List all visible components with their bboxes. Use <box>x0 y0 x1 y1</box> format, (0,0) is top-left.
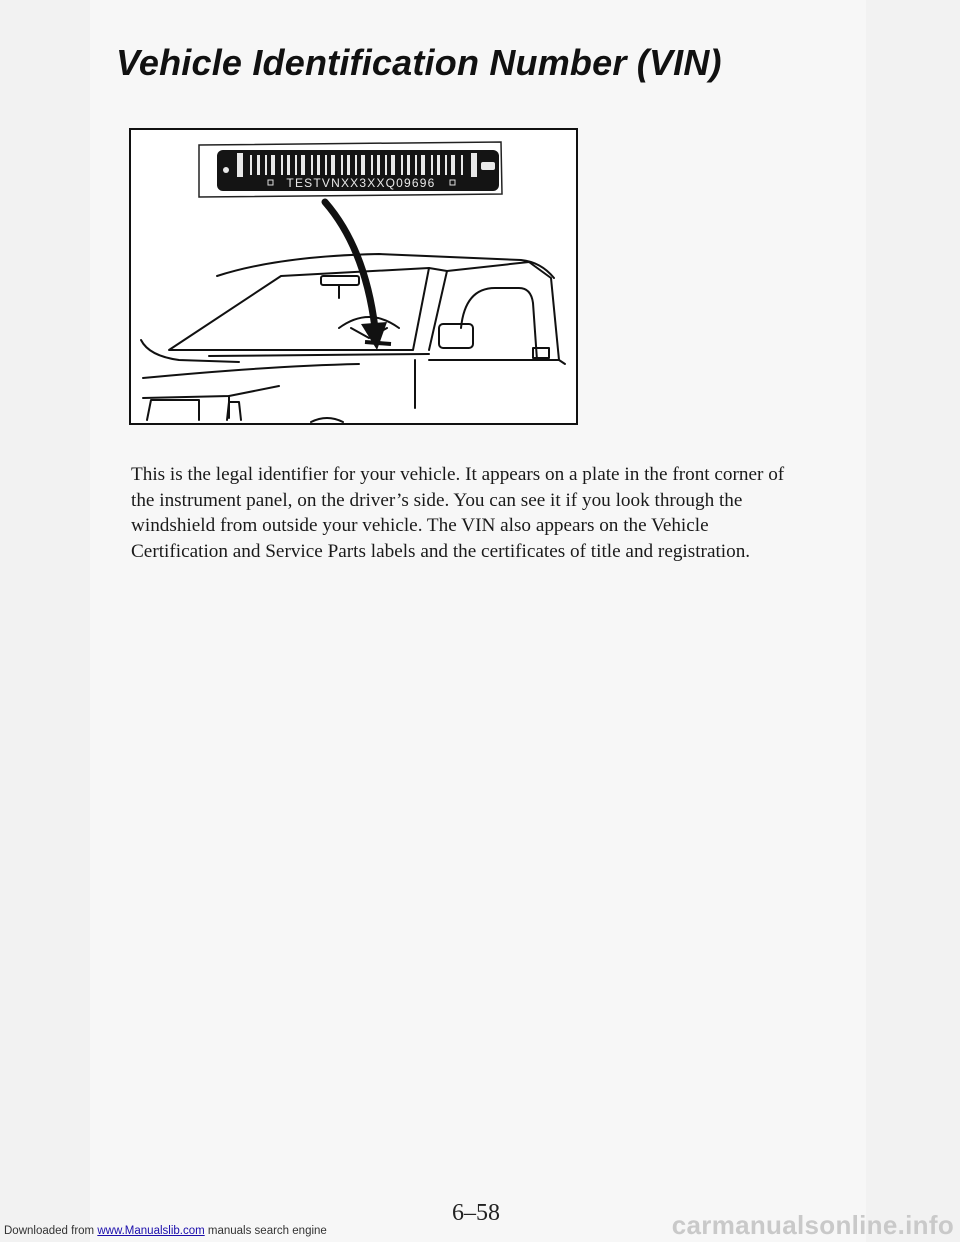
vin-description: This is the legal identifier for your vehicle. It appears on a plate in the front corner of the instrument panel, on the driver’s side. You can see it if you look through the windshield from outside your vehicle. The VIN also appears on the Vehicle Certification and Service Parts labels and the certificates of title and registration. <box>131 464 785 562</box>
page-number: 6–58 <box>452 1200 500 1226</box>
watermark: carmanualsonline.info <box>671 1210 954 1240</box>
vin-plate-illustration <box>129 128 578 425</box>
footer-prefix: Downloaded from <box>4 1225 98 1237</box>
vin-plate <box>217 150 499 191</box>
page-title: Vehicle Identification Number (VIN) <box>116 42 722 83</box>
footer-suffix: manuals search engine <box>204 1225 327 1237</box>
download-footer <box>4 1225 327 1237</box>
vin-plate-text: TESTVNXX3XXQ09696 <box>286 176 436 190</box>
manualslib-link[interactable]: www.Manualslib.com <box>97 1225 205 1237</box>
